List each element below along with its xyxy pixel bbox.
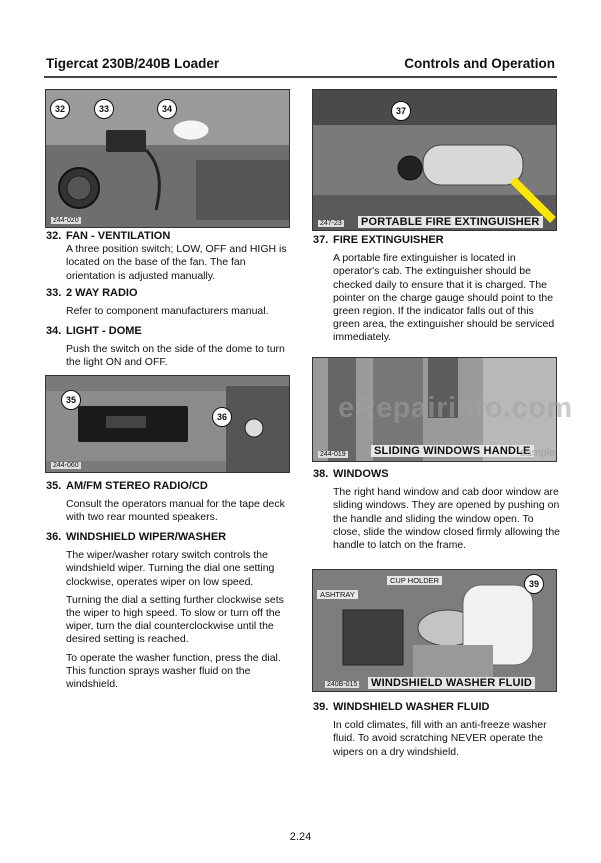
page-number: 2.24 bbox=[289, 831, 312, 843]
section-37 bbox=[313, 234, 561, 350]
photo-caption: WINDSHIELD WASHER FLUID bbox=[368, 677, 535, 689]
section-33 bbox=[46, 287, 290, 323]
section-paragraph: Refer to component manufacturers manual. bbox=[66, 305, 269, 318]
watermark: eRepairinfo.com bbox=[338, 392, 573, 424]
photo-code: 244-020 bbox=[53, 217, 79, 224]
section-34 bbox=[46, 325, 290, 375]
section-number: 38. bbox=[313, 468, 329, 480]
section-paragraph: A three position switch; LOW, OFF and HIGH is located on the base of the fan. The fan orientation is adjusted manually. bbox=[66, 243, 287, 282]
section-title: WINDSHIELD WASHER FLUID bbox=[333, 701, 490, 713]
photo-code: 247-23 bbox=[320, 220, 342, 227]
photo-stereo-radio bbox=[45, 375, 290, 473]
section-number: 34. bbox=[46, 325, 62, 337]
section-39 bbox=[313, 701, 561, 764]
section-35 bbox=[46, 480, 290, 530]
section-title: LIGHT - DOME bbox=[66, 325, 142, 337]
photo-washer-fluid bbox=[312, 569, 557, 692]
section-paragraph: A portable fire extinguisher is located in operator's cab. The extinguisher should be checked daily to ensure that it is charged. The pointer on the charge gauge should point to the green region. If the indicator falls out of this green area, the extinguisher should be serviced immediately. bbox=[333, 252, 555, 344]
photo-extinguisher-drawing bbox=[313, 90, 556, 230]
section-38 bbox=[313, 468, 561, 557]
section-number: 36. bbox=[46, 531, 62, 543]
document-title: Tigercat 230B/240B Loader bbox=[46, 56, 220, 71]
section-number: 32. bbox=[46, 230, 62, 242]
photo-fire-extinguisher bbox=[312, 89, 557, 231]
callout-34: 34 bbox=[157, 99, 177, 119]
section-number: 35. bbox=[46, 480, 62, 492]
photo-radio-drawing bbox=[46, 376, 289, 472]
section-paragraph: Push the switch on the side of the dome to turn the light ON and OFF. bbox=[66, 343, 285, 369]
photo-code: 240B-015 bbox=[327, 681, 358, 688]
section-paragraph: To operate the washer function, press the dial. This function sprays washer fluid on the windshield. bbox=[66, 651, 281, 691]
photo-code: 244-060 bbox=[53, 462, 79, 469]
section-paragraph: Consult the operators manual for the tape deck with two rear mounted speakers. bbox=[66, 498, 285, 524]
section-title: WINDOWS bbox=[333, 468, 389, 480]
header-rule bbox=[44, 76, 557, 78]
callout-35: 35 bbox=[61, 390, 81, 410]
section-paragraph: The right hand window and cab door window are sliding windows. They are opened by pushing on the handle and sliding the window open. To close, slide the window closed firmly allowing the handle to latch on the frame. bbox=[333, 486, 561, 552]
section-32 bbox=[46, 230, 290, 288]
section-36 bbox=[46, 531, 290, 696]
photo-caption: SLIDING WINDOWS HANDLE bbox=[371, 445, 534, 457]
photo-fan-radio-dome bbox=[45, 89, 290, 228]
callout-37: 37 bbox=[391, 101, 411, 121]
section-number: 37. bbox=[313, 234, 329, 246]
cup-holder-label: CUP HOLDER bbox=[387, 576, 442, 585]
callout-39: 39 bbox=[524, 574, 544, 594]
chapter-title: Controls and Operation bbox=[404, 56, 555, 71]
ashtray-label: ASHTRAY bbox=[317, 590, 358, 599]
section-paragraph: Turning the dial a setting further clockwise sets the wiper to high speed. To slow or turn off the wiper, turn the dial counterclockwise until the desired setting is reached. bbox=[66, 593, 284, 646]
watermark-sample: sample bbox=[520, 447, 556, 459]
photo-code: 244-019 bbox=[320, 451, 346, 458]
section-paragraph: The wiper/washer rotary switch controls the windshield wiper. Turning the dial one setting clockwise, operates wiper on low speed. bbox=[66, 549, 275, 588]
section-title: AM/FM STEREO RADIO/CD bbox=[66, 480, 208, 492]
photo-caption: PORTABLE FIRE EXTINGUISHER bbox=[358, 216, 543, 228]
section-title: FIRE EXTINGUISHER bbox=[333, 234, 444, 246]
section-title: FAN - VENTILATION bbox=[66, 230, 171, 242]
section-paragraph: In cold climates, fill with an anti-freeze washer fluid. To avoid scratching NEVER operate the wipers on a dry windshield. bbox=[333, 719, 547, 758]
section-title: WINDSHIELD WIPER/WASHER bbox=[66, 531, 227, 543]
callout-32: 32 bbox=[50, 99, 70, 119]
section-number: 33. bbox=[46, 287, 62, 299]
photo-washer-drawing bbox=[313, 570, 556, 691]
callout-33: 33 bbox=[94, 99, 114, 119]
section-number: 39. bbox=[313, 701, 329, 713]
callout-36: 36 bbox=[212, 407, 232, 427]
section-title: 2 WAY RADIO bbox=[66, 287, 138, 299]
